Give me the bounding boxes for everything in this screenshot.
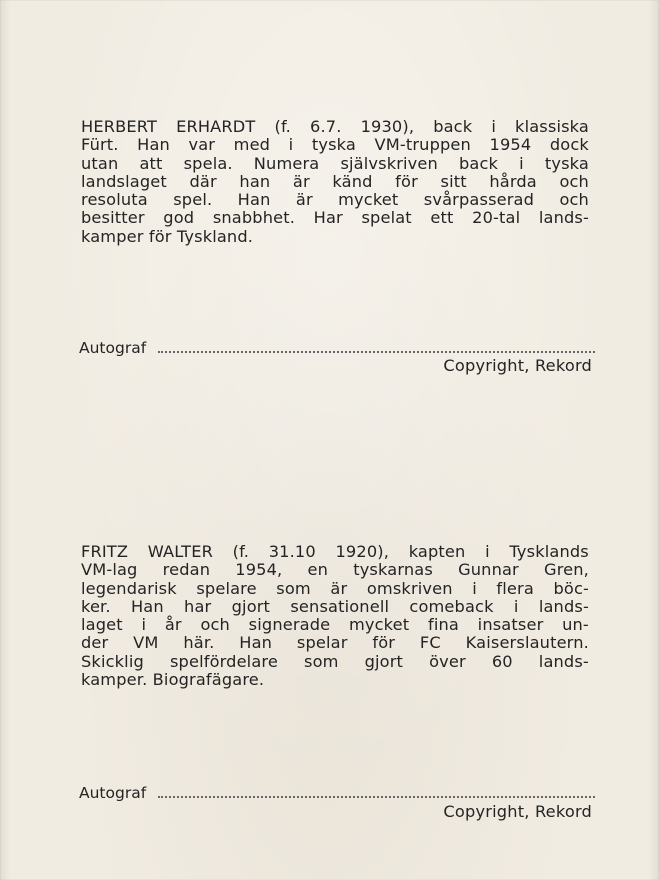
- bio-line: Skicklig spelfördelare som gjort över 60 lands-: [81, 651, 589, 671]
- right-edge-shadow: [649, 0, 659, 880]
- autograph-signature-line: [158, 796, 595, 798]
- autograph-label: Autograf: [79, 784, 147, 802]
- bio-line: HERBERT ERHARDT (f. 6.7. 1930), back i klassiska: [81, 117, 589, 136]
- bio-line: legendarisk spelare som är omskriven i flera böc-: [81, 578, 589, 598]
- copyright-notice: Copyright, Rekord: [443, 356, 592, 375]
- bio-fritz-walter: [81, 543, 589, 689]
- left-edge-shadow: [0, 0, 10, 880]
- bio-line: utan att spela. Numera självskriven back i tyska: [81, 153, 589, 173]
- bio-line: ker. Han har gjort sensationell comeback i lands-: [81, 596, 589, 616]
- bio-line: Fürt. Han var med i tyska VM-truppen 1954 dock: [81, 135, 589, 155]
- autograph-row: [79, 784, 595, 802]
- bio-line: besitter god snabbhet. Har spelat ett 20-tal lands-: [81, 208, 589, 228]
- bio-herbert-erhardt: [81, 118, 589, 246]
- copyright-notice: Copyright, Rekord: [443, 802, 592, 821]
- bio-line: resoluta spel. Han är mycket svårpasserad och: [81, 190, 589, 210]
- autograph-row: [79, 339, 595, 357]
- bio-line: FRITZ WALTER (f. 31.10 1920), kapten i Tysklands: [81, 542, 589, 561]
- autograph-label: Autograf: [79, 339, 147, 357]
- autograph-signature-line: [158, 351, 595, 353]
- bio-line: VM-lag redan 1954, en tyskarnas Gunnar Gren,: [81, 560, 589, 580]
- bio-line-last: kamper för Tyskland.: [81, 226, 254, 246]
- bio-line: landslaget där han är känd för sitt hårda och: [81, 171, 589, 191]
- bio-line: laget i år och signerade mycket fina insatser un-: [81, 615, 589, 635]
- bio-line: der VM här. Han spelar för FC Kaiserslautern.: [81, 633, 589, 653]
- bio-line-last: kamper. Biografägare.: [81, 670, 265, 690]
